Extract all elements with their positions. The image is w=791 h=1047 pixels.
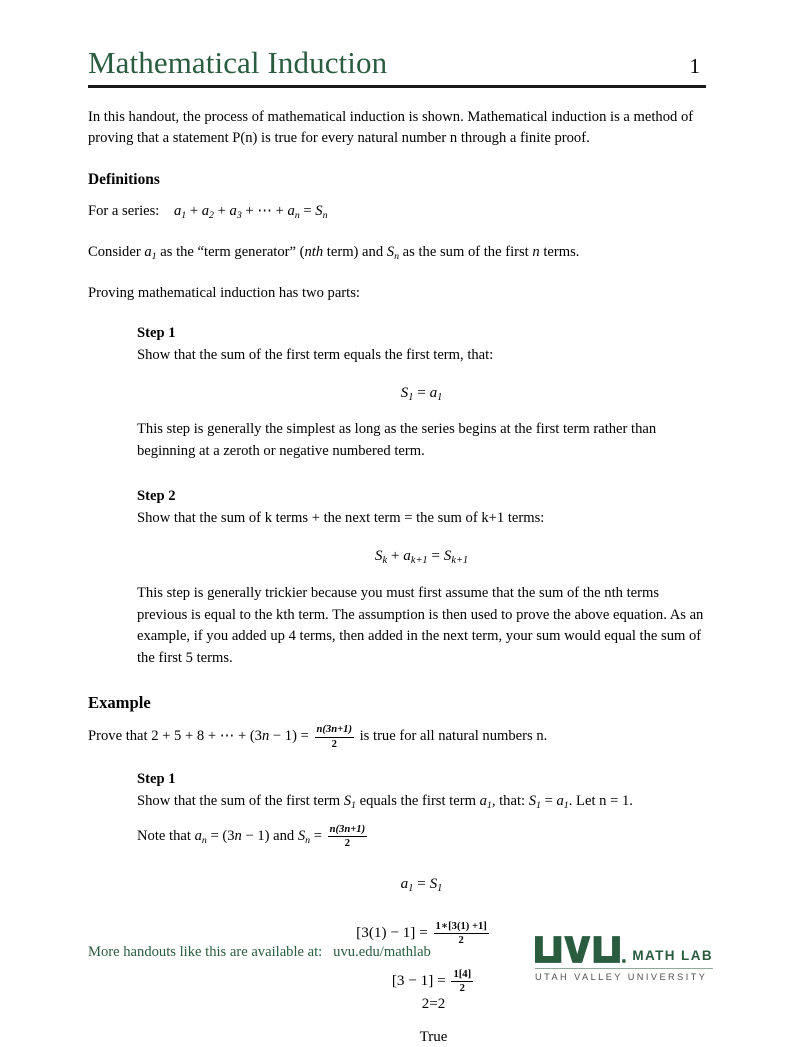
prove-n-italic: n [261,728,270,745]
page-title: Mathematical Induction [88,45,388,80]
calc-line-3: [3 − 1] = $\frac{1[4]}{2}$ [391,968,472,994]
calc-fraction-1: $\frac{1∗[3(1) +1]}{2}$ [435,921,487,947]
note-n-italic: n [234,827,242,844]
uvu-wordmark-icon [535,935,627,965]
step1-heading: Step 1 [137,324,176,341]
step2-note: This step is generally trickier because you must first assume that the sum of the nth terms previous is equal to the kth term. The assumption is then used to prove the above equation. As an example, if you added up 4 terms, then added in the next term, your sum would equal the sum of the first 5 terms. [137,585,704,666]
calc-line-1: $a_1 = S_1$ [400,875,443,895]
calc-fraction-2: $\frac{1[4]}{2}$ [453,968,472,994]
document-header [88,0,706,80]
step2-block [137,486,706,669]
step2-heading: Step 2 [137,488,176,505]
calc-line-5: True [419,1029,448,1046]
uvu-math-lab-logo [535,935,713,982]
calc-line-4: 2=2 [421,996,446,1013]
logo-mathlab-text: MATH LAB [632,948,713,963]
definitions-heading: Definitions [88,171,160,188]
an-term: $a_n$ [194,827,207,846]
step1-line: Show that the sum of the first term equals the first term, that: [137,346,494,363]
example-step1-equation: $S_1 = a_1$ [528,792,569,811]
example-step1-heading: Step 1 [137,770,176,787]
series-label: For a series: [88,203,160,219]
header-divider [88,85,706,88]
two-parts-line: Proving mathematical induction has two parts: [88,284,360,301]
step2-line: Show that the sum of k terms + the next term = the sum of k+1 terms: [137,510,545,527]
prove-fraction: $\frac{n(3n+1)}{2}$ [316,724,352,750]
step2-equation: $S_k + a_{k+1} = S_{k+1}$ [374,547,469,567]
series-equation: $a_1 + a_2 + a_3$ + ⋯ + $a_n = S_n$ [173,203,328,221]
calc-line-2: [3(1) − 1] = $\frac{1∗[3(1) +1]}{2}$ [356,921,487,947]
step1-note: This step is generally the simplest as long as the series begins at the first term rather than beginning at a zeroth or negative numbered term. [137,421,657,459]
note-fraction: $\frac{n(3n+1)}{2}$ [329,823,366,849]
page-content [88,0,706,1047]
page-number: 1 [689,54,700,78]
example-prove-line: Prove that 2 + 5 + 8 + ⋯ + (3n − 1) = $\frac{n(3n+1)}{2}$ is true for all natural numbers n. [88,724,548,750]
intro-paragraph: In this handout, the process of mathematical induction is shown. Mathematical induction is a method of proving that a statement P(n) is true for every natural number n through a finite proof. [88,109,694,146]
consider-s-term: $S_n$ [386,243,400,262]
consider-line: Consider $a_1$ as the “term generator” (nth term) and $S_n$ as the sum of the first n terms. [88,243,580,262]
logo-subtitle: UTAH VALLEY UNIVERSITY [535,972,708,982]
consider-a-term: $a_1$ [144,243,157,262]
document-footer [88,935,713,982]
nth-italic: nth [304,243,324,260]
example-step1-line: Show that the sum of the first term $S_1$ equals the first term $a_1$, that: $S_1 = a_1$. Let n = 1. [137,792,633,811]
step1-equation: $S_1 = a_1$ [400,383,443,403]
logo-top-row [535,935,713,965]
example-heading: Example [88,693,151,713]
sn-term: $S_n$ [297,827,311,846]
example-step1-block [137,769,706,1047]
series-line [88,201,706,226]
a1-term: $a_1$ [479,792,492,811]
example-note-line: Note that $a_n = (3n - 1)$ and $S_n$ = $\frac{n(3n+1)}{2}$ [137,823,366,849]
step1-block [137,323,706,463]
n-italic: n [532,243,540,260]
s1-term: $S_1$ [343,792,356,811]
footer-text[interactable]: More handouts like this are available at: uvu.edu/mathlab [88,944,431,960]
